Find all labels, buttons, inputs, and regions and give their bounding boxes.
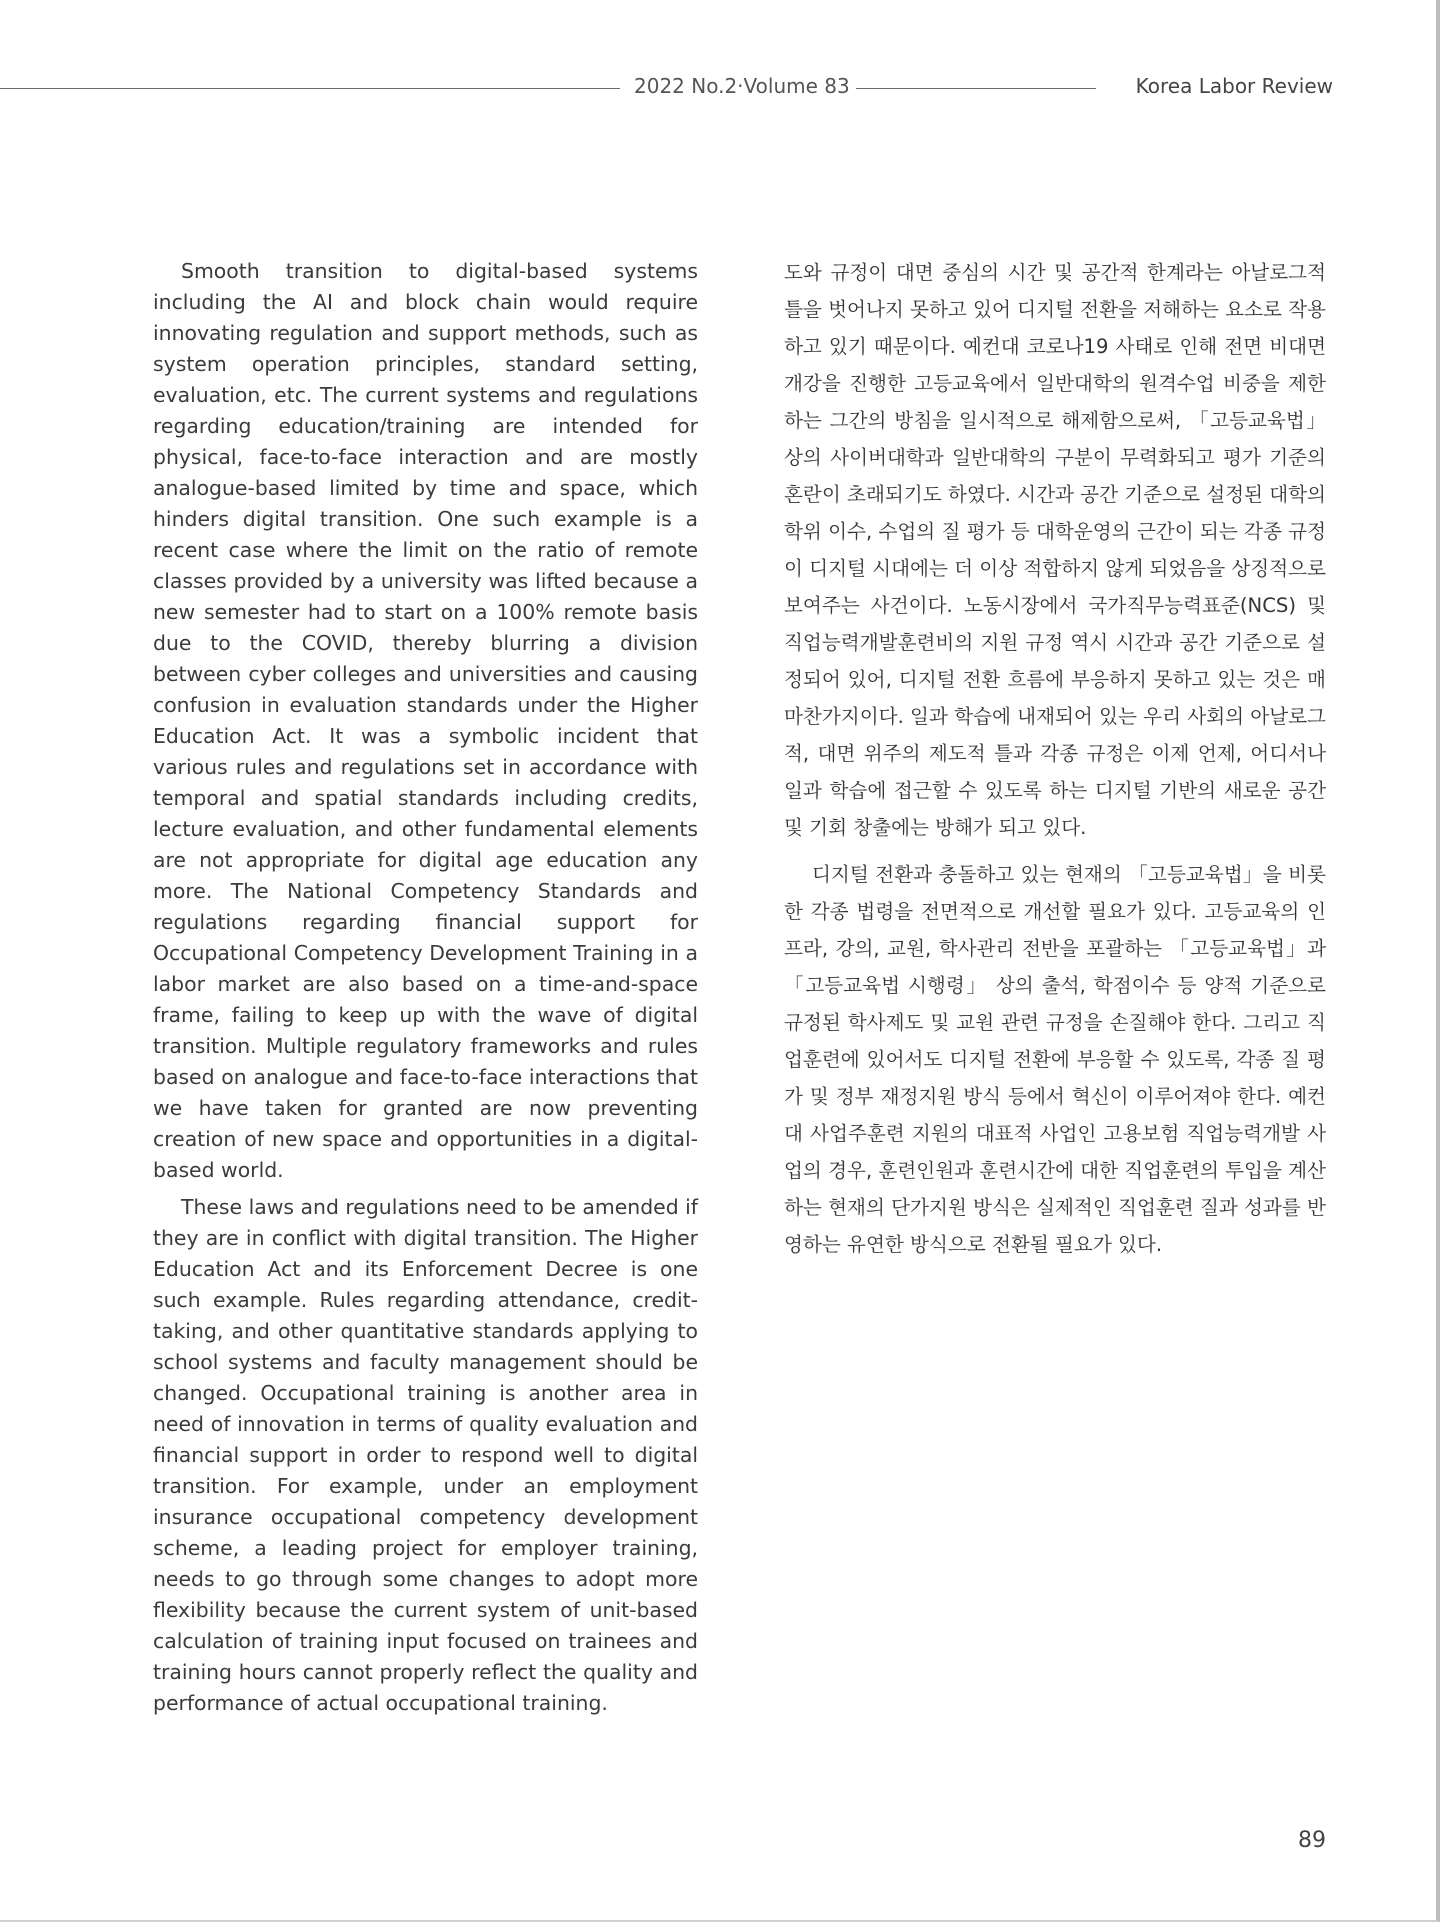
- english-column: [153, 256, 698, 1725]
- korean-paragraph-2: 디지털 전환과 충돌하고 있는 현재의 「고등교육법」을 비롯한 각종 법령을 전면적으로 개선할 필요가 있다. 고등교육의 인프라, 강의, 교원, 학사관리 전반을 포괄하는 「고등교육법」과 「고등교육법 시행령」 상의 출석, 학점이수 등 양적 기준으로 규정된 학사제도 및 교원 관련 규정을 손질해야 한다. 그리고 직업훈련에 있어서도 디지털 전환에 부응할 수 있도록, 각종 질 평가 및 정부 재정지원 방식 등에서 혁신이 이루어져야 한다. 예컨대 사업주훈련 지원의 대표적 사업인 고용보험 직업능력개발 사업의 경우, 훈련인원과 훈련시간에 대한 직업훈련의 투입을 계산하는 현재의 단가지원 방식은 실제적인 직업훈련 질과 성과를 반영하는 유연한 방식으로 전환될 필요가 있다.: [784, 863, 1326, 1256]
- journal-title: Korea Labor Review: [1135, 74, 1333, 98]
- english-paragraph-2: These laws and regulations need to be amended if they are in conflict with digital transition. The Higher Education Act and its Enforcement Decree is one such example. Rules regarding attendance, credit-taking, and other quantitative standards applying to school systems and faculty management should be changed. Occupational training is another area in need of innovation in terms of quality evaluation and financial support in order to respond well to digital transition. For example, under an employment insurance occupational competency development scheme, a leading project for employer training, needs to go through some changes to adopt more flexibility because the current system of unit-based calculation of training input focused on trainees and training hours cannot properly reflect the quality and performance of actual occupational training.: [153, 1195, 698, 1715]
- header-rule-middle: [856, 88, 1096, 89]
- english-paragraph-1: Smooth transition to digital-based systems including the AI and block chain would require innovating regulation and support methods, such as system operation principles, standard setting, evaluation, etc. The current systems and regulations regarding education/training are intended for physical, face-to-face interaction and are mostly analogue-based limited by time and space, which hinders digital transition. One such example is a recent case where the limit on the ratio of remote classes provided by a university was lifted because a new semester had to start on a 100% remote basis due to the COVID, thereby blurring a division between cyber colleges and universities and causing confusion in evaluation standards under the Higher Education Act. It was a symbolic incident that various rules and regulations set in accordance with temporal and spatial standards including credits, lecture evaluation, and other fundamental elements are not appropriate for digital age education any more. The National Competency Standards and regulations regarding financial support for Occupational Competency Development Training in a labor market are also based on a time-and-space frame, failing to keep up with the wave of digital transition. Multiple regulatory frameworks and rules based on analogue and face-to-face interactions that we have taken for granted are now preventing creation of new space and opportunities in a digital-based world.: [153, 259, 698, 1182]
- page-number: 89: [1298, 1828, 1326, 1853]
- korean-paragraph-1: 도와 규정이 대면 중심의 시간 및 공간적 한계라는 아날로그적 틀을 벗어나지 못하고 있어 디지털 전환을 저해하는 요소로 작용하고 있기 때문이다. 예컨대 코로나19 사태로 인해 전면 비대면 개강을 진행한 고등교육에서 일반대학의 원격수업 비중을 제한하는 그간의 방침을 일시적으로 해제함으로써, 「고등교육법」 상의 사이버대학과 일반대학의 구분이 무력화되고 평가 기준의 혼란이 초래되기도 하였다. 시간과 공간 기준으로 설정된 대학의 학위 이수, 수업의 질 평가 등 대학운영의 근간이 되는 각종 규정이 디지털 시대에는 더 이상 적합하지 않게 되었음을 상징적으로 보여주는 사건이다. 노동시장에서 국가직무능력표준(NCS) 및 직업능력개발훈련비의 지원 규정 역시 시간과 공간 기준으로 설정되어 있어, 디지털 전환 흐름에 부응하지 못하고 있는 것은 매 마찬가지이다. 일과 학습에 내재되어 있는 우리 사회의 아날로그적, 대면 위주의 제도적 틀과 각종 규정은 이제 언제, 어디서나 일과 학습에 접근할 수 있도록 하는 디지털 기반의 새로운 공간 및 기회 창출에는 방해가 되고 있다.: [784, 261, 1326, 839]
- issue-info: 2022 No.2·Volume 83: [634, 74, 850, 98]
- header-rule-left: [0, 88, 620, 89]
- korean-column: [784, 254, 1326, 1273]
